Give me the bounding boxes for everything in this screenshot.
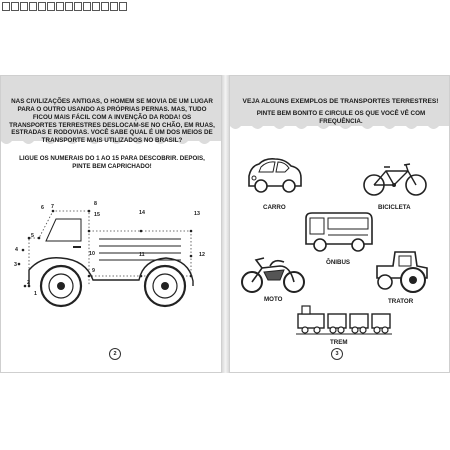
bicycle-label: BICICLETA [378,204,411,211]
top-glyph-strip [2,2,142,12]
motorcycle-label: MOTO [264,296,283,303]
dot-number: 13 [194,211,200,217]
dot-number: 12 [199,252,205,258]
dot-number: 5 [31,233,34,239]
dot-number: 1 [34,291,37,297]
dot-number: 14 [139,210,145,216]
train-label: TREM [330,339,348,346]
dot-number: 7 [51,204,54,210]
intro-text: NAS CIVILIZAÇÕES ANTIGAS, O HOMEM SE MOVIA DE UM LUGAR PARA O OUTRO USANDO AS PRÓPRIAS PERNAS. MAS, TUDO FICOU MAIS FÁCIL COM A INVENÇÃO DA RODA! OS TRANSPORTES TERRESTRES DESLOCAM-SE NO CHÃO, EM RUAS, ESTRADAS E RODOVIAS. VOCÊ SABE QUAL É UM DOS MEIOS DE TRANSPORTE MAIS UTILIZADOS NO BRASIL? [9,98,215,145]
dot-number: 6 [41,205,44,211]
tractor-icon [371,248,433,294]
dot-to-dot-truck-drawing [1,186,222,306]
motorcycle-icon [240,254,306,294]
page-number: 2 [109,348,121,360]
left-page [0,75,222,373]
dot-number: 4 [15,247,18,253]
train-icon [296,304,392,336]
car-icon [245,156,305,196]
dot-number: 9 [92,268,95,274]
dot-number: 10 [89,251,95,257]
dot-number: 11 [139,252,145,258]
dot-number: 2 [27,280,30,286]
page-number: 3 [331,348,343,360]
bus-label: ÔNIBUS [326,259,351,266]
open-activity-book [0,75,450,375]
examples-title: VEJA ALGUNS EXEMPLOS DE TRANSPORTES TERRESTRES! [242,98,439,105]
tractor-label: TRATOR [388,298,414,305]
car-label: CARRO [263,204,286,211]
bus-icon [302,210,376,254]
dot-to-dot-instruction: LIGUE OS NUMERAIS DO 1 AO 15 PARA DESCOBRIR. DEPOIS, PINTE BEM CAPRICHADO! [19,155,205,170]
examples-instruction: PINTE BEM BONITO E CIRCULE OS QUE VOCÊ VÊ COM FREQUÊNCIA. [256,110,426,125]
dot-number: 3 [14,262,17,268]
dot-number: 15 [94,212,100,218]
right-page [229,75,450,373]
bicycle-icon [362,161,428,197]
dot-number: 8 [94,201,97,207]
book-spine [222,75,229,373]
